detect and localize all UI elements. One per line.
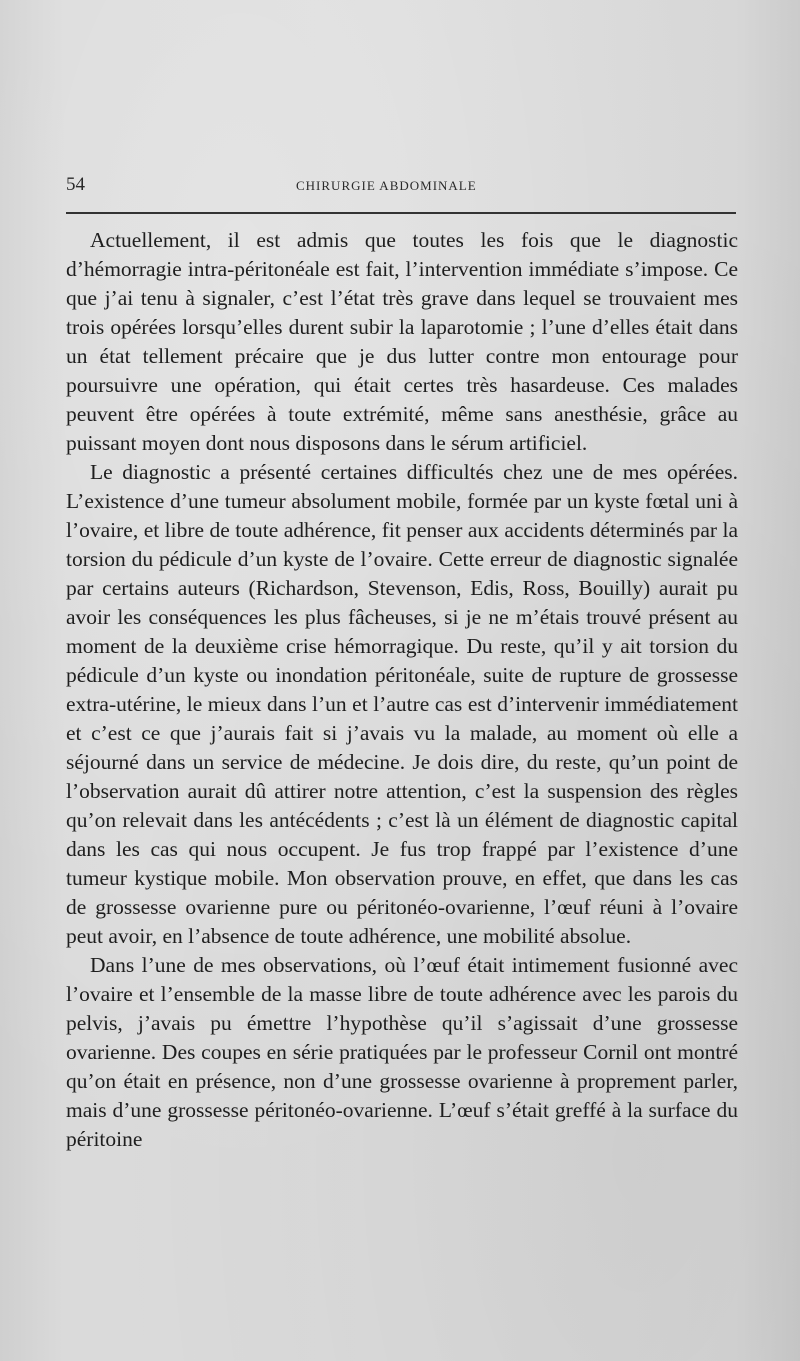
paragraph: Actuellement, il est admis que toutes les fois que le diagnostic d’hémorragie intra-péritonéale est fait, l’intervention immédiate s’impose. Ce que j’ai tenu à signaler, c’est l’état très grave dans lequel se trouvaient mes trois opérées lorsqu’elles durent subir la laparotomie ; l’une d’elles était dans un état tellement précaire que je dus lutter contre mon entourage pour poursuivre une opération, qui était certes très hasardeuse. Ces malades peuvent être opérées à toute extrémité, même sans anesthésie, grâce au puissant moyen dont nous disposons dans le sérum artificiel.	[66, 228, 738, 455]
body-text	[66, 226, 738, 1154]
running-head: CHIRURGIE ABDOMINALE	[296, 178, 477, 193]
page-header	[66, 174, 736, 198]
page-number: 54	[66, 174, 85, 195]
paragraph: Le diagnostic a présenté certaines difficultés chez une de mes opérées. L’existence d’une tumeur absolument mobile, formée par un kyste fœtal uni à l’ovaire, et libre de toute adhérence, fit penser aux accidents déterminés par la torsion du pédicule d’un kyste de l’ovaire. Cette erreur de diagnostic signalée par certains auteurs (Richardson, Stevenson, Edis, Ross, Bouilly) aurait pu avoir les conséquences les plus fâcheuses, si je ne m’étais trouvé présent au moment de la deuxième crise hémorragique. Du reste, qu’il y ait torsion du pédicule d’un kyste ou inondation péritonéale, suite de rupture de grossesse extra-utérine, le mieux dans l’un et l’autre cas est d’intervenir immédiatement et c’est ce que j’aurais fait si j’avais vu la malade, au moment où elle a séjourné dans un service de médecine. Je dois dire, du reste, qu’un point de l’observation aurait dû attirer notre attention, c’est la suspension des règles qu’on relevait dans les antécédents ; c’est là un élément de diagnostic capital dans les cas qui nous occupent. Je fus trop frappé par l’existence d’une tumeur kystique mobile. Mon observation prouve, en effet, que dans les cas de grossesse ovarienne pure ou péritonéo-ovarienne, l’œuf réuni à l’ovaire peut avoir, en l’absence de toute adhérence, une mobilité absolue.	[66, 460, 738, 948]
header-rule	[66, 212, 736, 214]
paragraph: Dans l’une de mes observations, où l’œuf était intimement fusionné avec l’ovaire et l’ensemble de la masse libre de toute adhérence avec les parois du pelvis, j’avais pu émettre l’hypothèse qu’il s’agissait d’une grossesse ovarienne. Des coupes en série pratiquées par le professeur Cornil ont montré qu’on était en présence, non d’une grossesse ovarienne à proprement parler, mais d’une grossesse péritonéo-ovarienne. L’œuf s’était greffé à la surface du péritoine	[66, 953, 738, 1151]
